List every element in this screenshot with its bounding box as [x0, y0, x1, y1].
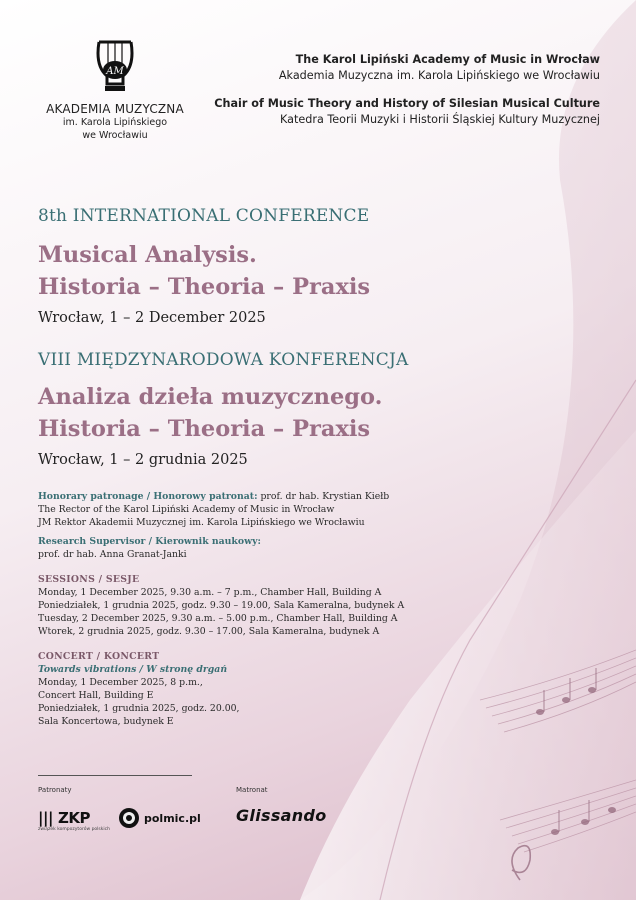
- logo-name: AKADEMIA MUZYCZNA: [46, 102, 184, 116]
- sessions-heading: SESSIONS / SESJE: [38, 574, 140, 585]
- session-line: Monday, 1 December 2025, 9.30 a.m. – 7 p.m., Chamber Hall, Building A: [38, 587, 382, 598]
- conference-title-en-line2: Historia – Theoria – Praxis: [38, 274, 371, 300]
- disc-icon: [118, 807, 140, 829]
- footer-divider: [38, 775, 192, 776]
- session-line: Tuesday, 2 December 2025, 9.30 a.m. – 5.00 p.m., Chamber Hall, Building A: [38, 613, 398, 624]
- academy-name-en: The Karol Lipiński Academy of Music in Wrocław: [295, 53, 600, 66]
- logo-subtitle-1: im. Karola Lipińskiego: [62, 117, 168, 128]
- lyre-icon: [93, 36, 137, 94]
- conference-date-pl: Wrocław, 1 – 2 grudnia 2025: [38, 452, 248, 468]
- emblem-text: AM: [106, 66, 124, 77]
- session-line: Wtorek, 2 grudnia 2025, godz. 9.30 – 17.00, Sala Kameralna, budynek A: [38, 626, 380, 637]
- patronage-block: [38, 490, 458, 529]
- chair-name-en: Chair of Music Theory and History of Silesian Musical Culture: [214, 97, 600, 110]
- zkp-logo-text: ZKP: [58, 809, 91, 827]
- conference-date-en: Wrocław, 1 – 2 December 2025: [38, 310, 266, 326]
- academy-name-pl: Akademia Muzyczna im. Karola Lipińskiego we Wrocławiu: [278, 69, 600, 82]
- patronage-heading: Honorary patronage / Honorowy patronat:: [38, 491, 258, 502]
- polmic-logo-text: polmic.pl: [144, 811, 201, 825]
- session-line: Poniedziałek, 1 grudnia 2025, godz. 9.30 – 19.00, Sala Kameralna, budynek A: [38, 600, 405, 611]
- conference-details: [38, 490, 458, 734]
- concert-heading: CONCERT / KONCERT: [38, 651, 160, 662]
- concert-block: [38, 650, 458, 728]
- supervisor-block: [38, 535, 458, 561]
- institution-header: [200, 52, 600, 128]
- conference-title-pl-line2: Historia – Theoria – Praxis: [38, 416, 371, 442]
- chair-name-pl: Katedra Teorii Muzyki i Historii Śląskiej Kultury Muzycznej: [279, 113, 600, 126]
- glissando-logo: Glissando: [236, 806, 327, 825]
- supervisor-heading: Research Supervisor / Kierownik naukowy:: [38, 536, 261, 547]
- academy-logo: [30, 36, 200, 142]
- supervisor-name: prof. dr hab. Anna Granat-Janki: [38, 549, 187, 560]
- zkp-logo: [38, 808, 110, 832]
- patronage-line: JM Rektor Akademii Muzycznej im. Karola Lipińskiego we Wrocławiu: [38, 517, 365, 528]
- logo-subtitle-2: we Wrocławiu: [82, 130, 148, 141]
- conference-title-pl-line1: Analiza dzieła muzycznego.: [38, 384, 383, 410]
- patronaty-label: Patronaty: [38, 786, 72, 794]
- concert-title: Towards vibrations / W stronę drgań: [38, 664, 228, 675]
- conference-title-en-line1: Musical Analysis.: [38, 242, 257, 268]
- concert-line: Sala Koncertowa, budynek E: [38, 716, 174, 727]
- zkp-bars-icon: |||: [38, 809, 53, 827]
- conference-label-en: 8th INTERNATIONAL CONFERENCE: [38, 206, 370, 226]
- concert-line: Poniedziałek, 1 grudnia 2025, godz. 20.00,: [38, 703, 240, 714]
- patronage-line: The Rector of the Karol Lipiński Academy of Music in Wrocław: [38, 504, 335, 515]
- concert-line: Monday, 1 December 2025, 8 p.m.,: [38, 677, 203, 688]
- patronage-name: prof. dr hab. Krystian Kiełb: [260, 491, 390, 502]
- zkp-tagline: związek kompozytorów polskich: [38, 827, 110, 832]
- conference-label-pl: VIII MIĘDZYNARODOWA KONFERENCJA: [38, 350, 409, 370]
- concert-line: Concert Hall, Building E: [38, 690, 154, 701]
- matronat-label: Matronat: [236, 786, 268, 794]
- polmic-logo: [118, 807, 201, 829]
- sessions-block: [38, 573, 458, 638]
